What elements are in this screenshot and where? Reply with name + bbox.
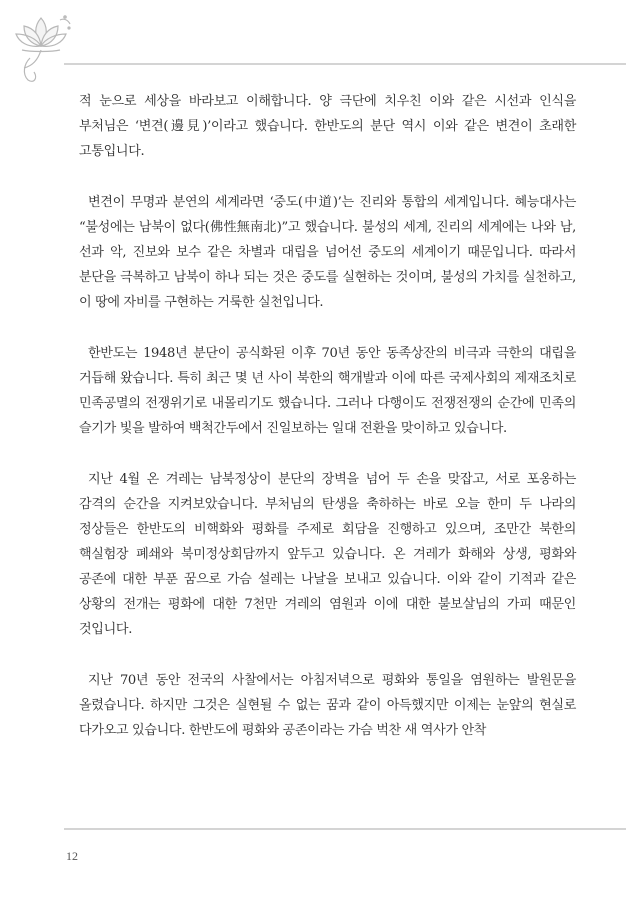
page-body — [79, 89, 576, 769]
page-number: 12 — [66, 849, 78, 863]
lotus-flower-icon — [10, 8, 72, 90]
paragraph: 지난 70년 동안 전국의 사찰에서는 아침저녁으로 평화와 통일을 염원하는 발원문을 올렸습니다. 하지만 그것은 실현될 수 없는 꿈과 같이 아득했지만 이제는 눈앞의 현실로 다가오고 있습니다. 한반도에 평화와 공존이라는 가슴 벅찬 새 역사가 안착 — [79, 673, 576, 738]
header-rule — [64, 63, 626, 65]
footer-rule — [64, 828, 626, 830]
paragraph: 한반도는 1948년 분단이 공식화된 이후 70년 동안 동족상잔의 비극과 극한의 대립을 거듭해 왔습니다. 특히 최근 몇 년 사이 북한의 핵개발과 이에 따른 국제사회의 제재조치로 민족공멸의 전쟁위기로 내몰리기도 했습니다. 그러나 다행이도 전쟁전쟁의 순간에 민족의 슬기가 빛을 발하여 백척간두에서 진일보하는 일대 전환을 맞이하고 있습니다. — [79, 346, 576, 436]
paragraph: 지난 4월 온 겨레는 남북정상이 분단의 장벽을 넘어 두 손을 맞잡고, 서로 포옹하는 감격의 순간을 지켜보았습니다. 부처님의 탄생을 축하하는 바로 오늘 한미 두 나라의 정상들은 한반도의 비핵화와 평화를 주제로 회담을 진행하고 있으며, 조만간 북한의 핵실험장 폐쇄와 북미정상회담까지 앞두고 있습니다. 온 겨레가 화해와 상생, 평화와 공존에 대한 부푼 꿈으로 가슴 설레는 나날을 보내고 있습니다. 이와 같이 기적과 같은 상황의 전개는 평화에 대한 7천만 겨레의 염원과 이에 대한 불보살님의 가피 때문인 것입니다. — [79, 472, 576, 637]
paragraph: 변견이 무명과 분연의 세계라면 ‘중도(中道)’는 진리와 통합의 세계입니다. 혜능대사는 “불성에는 남북이 없다(佛性無南北)”고 했습니다. 불성의 세계, 진리의 세계에는 나와 남, 선과 악, 진보와 보수 같은 차별과 대립을 넘어선 중도의 세계이기 때문입니다. 따라서 분단을 극복하고 남북이 하나 되는 것은 중도를 실현하는 것이며, 불성의 가치를 실천하고, 이 땅에 자비를 구현하는 거룩한 실천입니다. — [79, 195, 576, 310]
paragraph: 적 눈으로 세상을 바라보고 이해합니다. 양 극단에 치우친 이와 같은 시선과 인식을 부처님은 ‘변견(邊見)’이라고 했습니다. 한반도의 분단 역시 이와 같은 변견이 초래한 고통입니다. — [79, 94, 576, 159]
